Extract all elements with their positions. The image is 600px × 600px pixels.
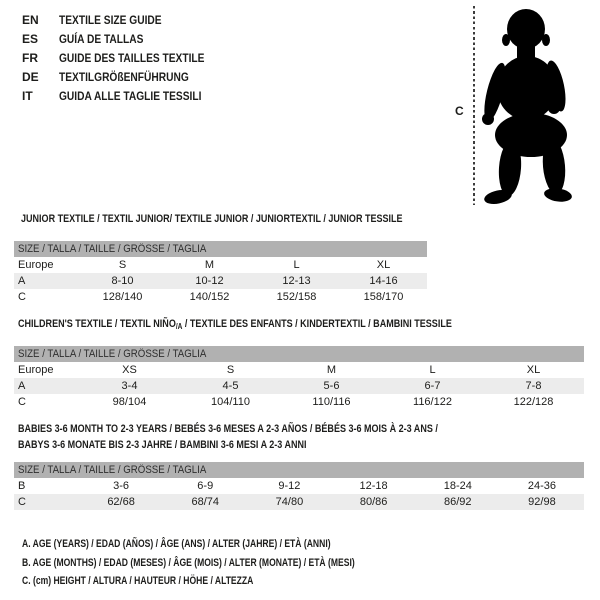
- row-label: Europe: [18, 259, 54, 271]
- table-cell: S: [226, 364, 235, 376]
- row-label: C: [18, 291, 26, 303]
- height-measure-label: C: [455, 104, 464, 118]
- footnote-a: A. AGE (YEARS) / EDAD (AÑOS) / ÂGE (ANS) / ALTER (JAHRE) / ETÀ (ANNI): [22, 538, 331, 550]
- lang-label: TEXTILE SIZE GUIDE: [59, 13, 162, 27]
- table-cell: 10-12: [195, 275, 224, 287]
- lang-row-de: [22, 68, 230, 87]
- table-cell: 6-9: [197, 480, 214, 492]
- table-cell: 24-36: [527, 480, 557, 492]
- lang-row-en: [22, 11, 230, 30]
- table-cell: 12-13: [282, 275, 311, 287]
- table-cell: 7-8: [525, 380, 542, 392]
- table-row: [14, 378, 584, 394]
- lang-row-fr: [22, 49, 230, 68]
- children-size-table: [14, 346, 584, 410]
- table-cell: 110/116: [312, 396, 351, 408]
- table-cell: 3-6: [113, 480, 130, 492]
- size-header-bar: SIZE / TALLA / TAILLE / GRÖSSE / TAGLIA: [14, 241, 427, 257]
- table-cell: M: [326, 364, 337, 376]
- table-cell: 74/80: [275, 496, 304, 508]
- footnote-c: C. (cm) HEIGHT / ALTURA / HAUTEUR / HÖHE / ALTEZZA: [22, 575, 254, 587]
- table-cell: 5-6: [323, 380, 340, 392]
- table-row: [14, 273, 427, 289]
- table-cell: 12-18: [359, 480, 388, 492]
- table-cell: 6-7: [424, 380, 441, 392]
- lang-label: GUIDE DES TAILLES TEXTILE: [59, 51, 205, 65]
- lang-code: IT: [22, 89, 33, 103]
- lang-label: TEXTILGRÖßENFÜHRUNG: [59, 70, 189, 84]
- lang-row-it: [22, 87, 230, 106]
- lang-row-es: [22, 30, 230, 49]
- footnote-b: B. AGE (MONTHS) / EDAD (MESES) / ÂGE (MOIS) / ALTER (MONATE) / ETÀ (MESI): [22, 556, 355, 569]
- table-cell: L: [293, 259, 300, 271]
- table-cell: 98/104: [112, 396, 147, 408]
- row-label: C: [18, 396, 26, 408]
- table-cell: 92/98: [528, 496, 556, 508]
- table-cell: 14-16: [369, 275, 398, 287]
- table-cell: 86/92: [444, 496, 472, 508]
- table-cell: XL: [376, 259, 391, 271]
- table-cell: 3-4: [121, 380, 138, 392]
- table-cell: 116/122: [413, 396, 452, 408]
- table-cell: 104/110: [211, 396, 250, 408]
- table-cell: 68/74: [191, 496, 220, 508]
- subscript-text: /A: [175, 322, 183, 331]
- table-row: [14, 394, 584, 410]
- table-cell: 9-12: [278, 480, 301, 492]
- lang-label: GUIDA ALLE TAGLIE TESSILI: [59, 89, 202, 103]
- junior-table-title: JUNIOR TEXTILE / TEXTIL JUNIOR/ TEXTILE JUNIOR / JUNIORTEXTIL / JUNIOR TESSILE: [21, 213, 403, 225]
- footnotes: [22, 535, 449, 591]
- table-row: [14, 257, 427, 273]
- lang-code: EN: [22, 13, 39, 27]
- table-cell: 128/140: [102, 291, 143, 303]
- table-cell: M: [204, 259, 215, 271]
- table-row: [14, 478, 584, 494]
- table-cell: 80/86: [359, 496, 388, 508]
- table-cell: 152/158: [276, 291, 317, 303]
- table-row: [14, 362, 584, 378]
- table-cell: XS: [122, 364, 137, 376]
- table-cell: 62/68: [107, 496, 135, 508]
- row-label: A: [18, 380, 26, 392]
- language-header: [22, 11, 230, 106]
- lang-code: FR: [22, 51, 38, 65]
- table-cell: L: [429, 364, 436, 376]
- babies-table-title: BABIES 3-6 MONTH TO 2-3 YEARS / BEBÉS 3-6 MESES A 2-3 AÑOS / BÉBÉS 3-6 MOIS À 2-3 ANS / BABYS 3-6 MONATE BIS 2-3 JAHRE / BAMBINI 3-6 MESI A 2-3 ANNI: [18, 423, 438, 451]
- lang-code: ES: [22, 32, 39, 46]
- baby-silhouette-image: [470, 4, 590, 204]
- lang-label: GUÍA DE TALLAS: [59, 32, 144, 46]
- table-cell: 18-24: [443, 480, 472, 492]
- table-row: [14, 494, 584, 510]
- table-cell: 4-5: [222, 380, 239, 392]
- lang-code: DE: [22, 70, 39, 84]
- row-label: Europe: [18, 364, 54, 376]
- table-cell: S: [118, 259, 127, 271]
- row-label: B: [18, 480, 26, 492]
- row-label: C: [18, 496, 26, 508]
- table-row: [14, 289, 427, 305]
- table-cell: 140/152: [189, 291, 230, 303]
- babies-size-table: [14, 462, 584, 510]
- size-header-bar: SIZE / TALLA / TAILLE / GRÖSSE / TAGLIA: [14, 462, 584, 478]
- table-cell: 122/128: [513, 396, 554, 408]
- children-table-title: CHILDREN'S TEXTILE / TEXTIL NIÑO/A / TEXTILE DES ENFANTS / KINDERTEXTIL / BAMBINI TESSILE: [18, 318, 452, 331]
- size-header-bar: SIZE / TALLA / TAILLE / GRÖSSE / TAGLIA: [14, 346, 584, 362]
- table-cell: 8-10: [111, 275, 134, 287]
- table-cell: 158/170: [363, 291, 404, 303]
- table-cell: XL: [526, 364, 541, 376]
- row-label: A: [18, 275, 26, 287]
- junior-size-table: [14, 241, 427, 305]
